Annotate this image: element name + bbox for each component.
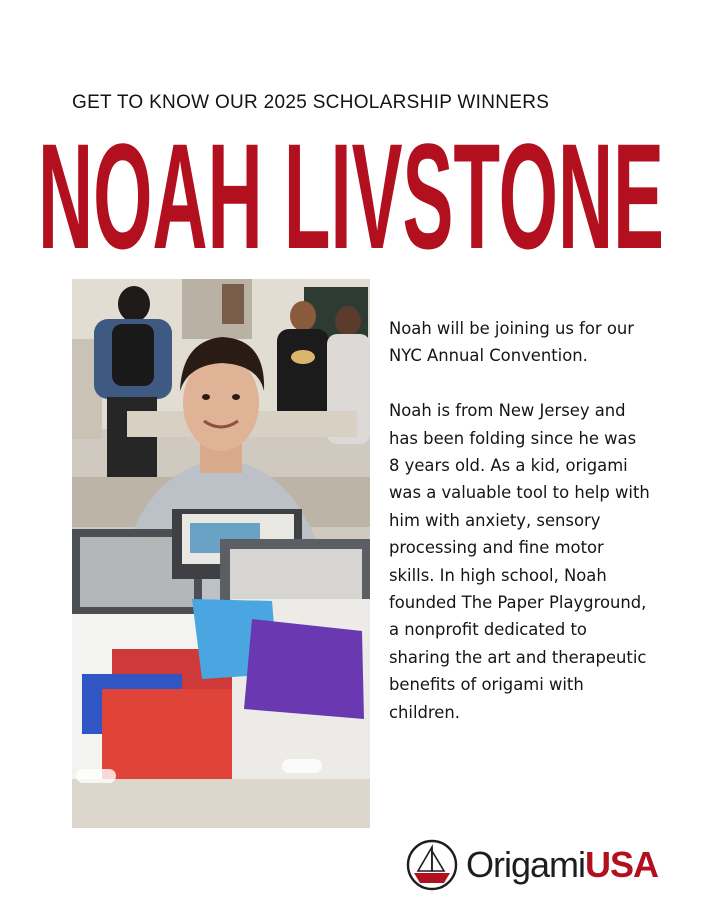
photo-illustration: [72, 279, 370, 828]
logo-word-origami: Origami: [466, 844, 586, 885]
winner-name-heading: [38, 128, 678, 268]
winner-name-text: NOAH LIVSTONE: [38, 128, 664, 268]
bio-paragraph: Noah is from New Jersey and has been folding since he was 8 years old. As a kid, origami was a valuable tool to help with him with anxiety, sensory processing and fine motor skills. In high school, Noah founded The Paper Playground, a nonprofit dedicated to sharing the art and therapeutic benefits of origami with children.: [389, 401, 650, 722]
body-copy: [389, 315, 651, 753]
logo-word-usa: USA: [585, 844, 659, 885]
logo-wordmark: [466, 844, 658, 886]
origamiusa-logo: [406, 838, 668, 892]
origami-boat-icon: [406, 839, 458, 891]
kicker-heading: GET TO KNOW OUR 2025 SCHOLARSHIP WINNERS: [72, 92, 550, 113]
portrait-photo: [72, 279, 370, 828]
intro-paragraph: Noah will be joining us for our NYC Annual Convention.: [389, 319, 635, 366]
